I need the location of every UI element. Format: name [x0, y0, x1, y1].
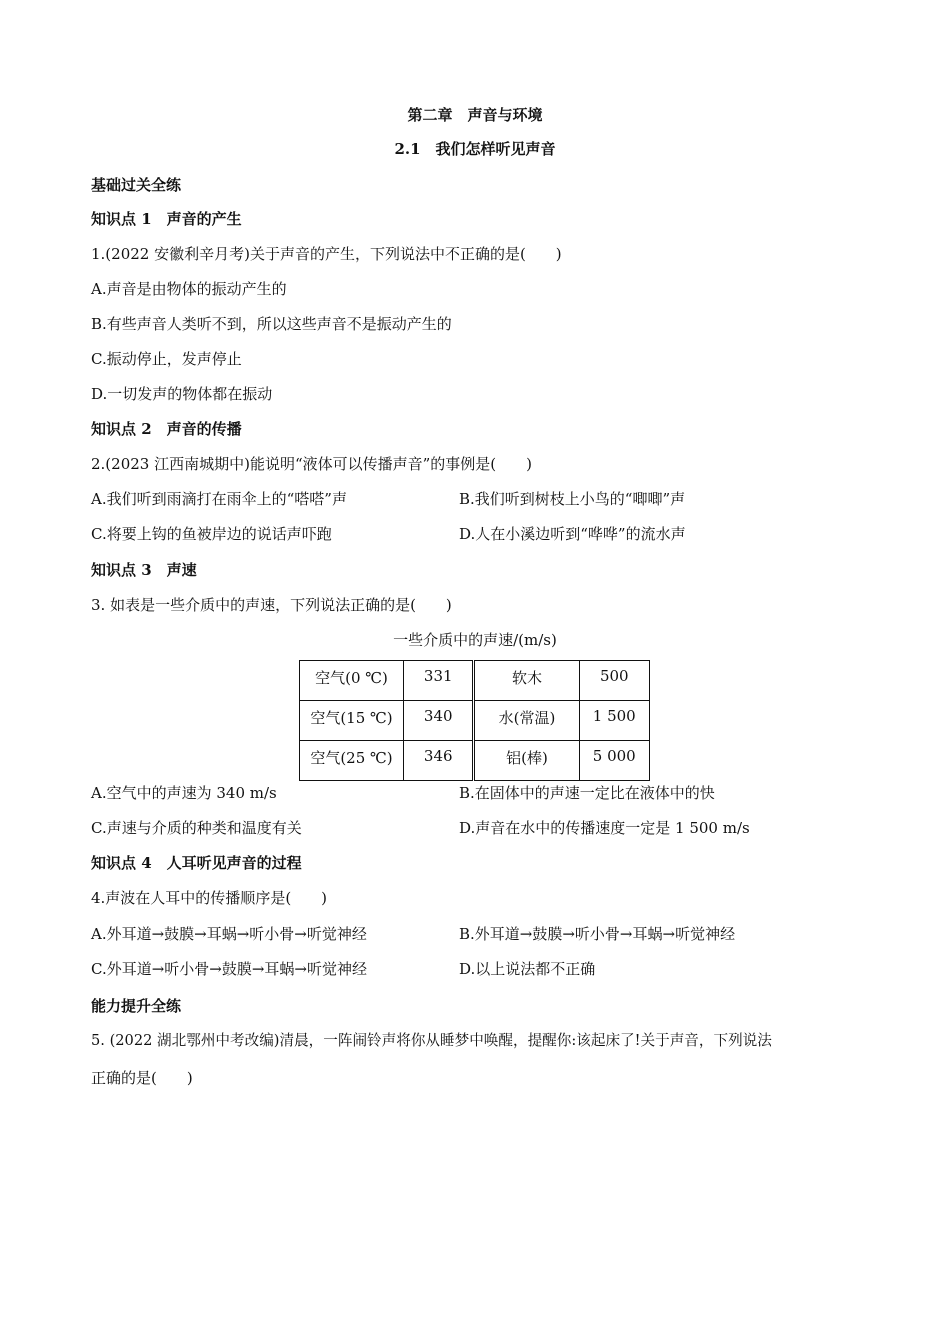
knowledge-point-1-title: 知识点 1 声音的产生 — [91, 210, 242, 228]
question-2-option-d: D.人在小溪边听到“哗哗”的流水声 — [459, 525, 686, 543]
question-1-option-b: B.有些声音人类听不到，所以这些声音不是振动产生的 — [91, 315, 452, 333]
table-cell: 500 — [579, 661, 649, 701]
table-row — [300, 661, 650, 701]
question-4-option-a: A.外耳道→鼓膜→耳蜗→听小骨→听觉神经 — [91, 925, 367, 943]
table-cell: 空气(15 ℃) — [300, 701, 404, 741]
table-cell: 346 — [403, 741, 473, 781]
question-2-option-c: C.将要上钩的鱼被岸边的说话声吓跑 — [91, 525, 332, 543]
part-heading-basic: 基础过关全练 — [91, 176, 182, 194]
table-cell: 水(常温) — [474, 701, 579, 741]
knowledge-point-4-title: 知识点 4 人耳听见声音的过程 — [91, 854, 302, 872]
table-cell: 空气(0 ℃) — [300, 661, 404, 701]
question-3-option-b: B.在固体中的声速一定比在液体中的快 — [459, 784, 715, 802]
part-heading-advanced: 能力提升全练 — [91, 997, 182, 1015]
section-title: 2.1 我们怎样听见声音 — [394, 140, 556, 158]
question-3-option-c: C.声速与介质的种类和温度有关 — [91, 819, 302, 837]
table-cell: 1 500 — [579, 701, 649, 741]
question-4-option-b: B.外耳道→鼓膜→听小骨→耳蜗→听觉神经 — [459, 925, 736, 943]
table-cell: 软木 — [474, 661, 579, 701]
question-1-option-a: A.声音是由物体的振动产生的 — [91, 280, 287, 298]
table-caption: 一些介质中的声速/(m/s) — [393, 631, 557, 649]
question-2-option-b: B.我们听到树枝上小鸟的“唧唧”声 — [459, 490, 686, 508]
question-2-stem: 2.(2023 江西南城期中)能说明“液体可以传播声音”的事例是( ) — [91, 455, 533, 473]
question-3-option-d: D.声音在水中的传播速度一定是 1 500 m/s — [459, 819, 750, 837]
sound-speed-table — [299, 660, 650, 781]
table-row — [300, 701, 650, 741]
chapter-title: 第二章 声音与环境 — [407, 106, 543, 124]
table-cell: 331 — [403, 661, 473, 701]
question-1-option-d: D.一切发声的物体都在振动 — [91, 385, 273, 403]
question-3-stem: 3. 如表是一些介质中的声速，下列说法正确的是( ) — [91, 596, 452, 614]
table-cell: 空气(25 ℃) — [300, 741, 404, 781]
question-3-option-a: A.空气中的声速为 340 m/s — [91, 784, 277, 802]
question-1-stem: 1.(2022 安徽利辛月考)关于声音的产生，下列说法中不正确的是( ) — [91, 245, 562, 263]
table-row — [300, 741, 650, 781]
question-4-option-d: D.以上说法都不正确 — [459, 960, 596, 978]
question-4-stem: 4.声波在人耳中的传播顺序是( ) — [91, 889, 328, 907]
knowledge-point-2-title: 知识点 2 声音的传播 — [91, 420, 242, 438]
table-cell: 铝(棒) — [474, 741, 579, 781]
question-5-stem-line-2: 正确的是( ) — [91, 1069, 193, 1087]
question-4-option-c: C.外耳道→听小骨→鼓膜→耳蜗→听觉神经 — [91, 960, 367, 978]
knowledge-point-3-title: 知识点 3 声速 — [91, 561, 197, 579]
table-cell: 5 000 — [579, 741, 649, 781]
question-5-stem-line-1: 5. (2022 湖北鄂州中考改编)清晨，一阵闹铃声将你从睡梦中唤醒，提醒你:该起床了!关于声音，下列说法 — [91, 1032, 772, 1049]
table-cell: 340 — [403, 701, 473, 741]
question-2-option-a: A.我们听到雨滴打在雨伞上的“嗒嗒”声 — [91, 490, 347, 508]
question-1-option-c: C.振动停止，发声停止 — [91, 350, 242, 368]
